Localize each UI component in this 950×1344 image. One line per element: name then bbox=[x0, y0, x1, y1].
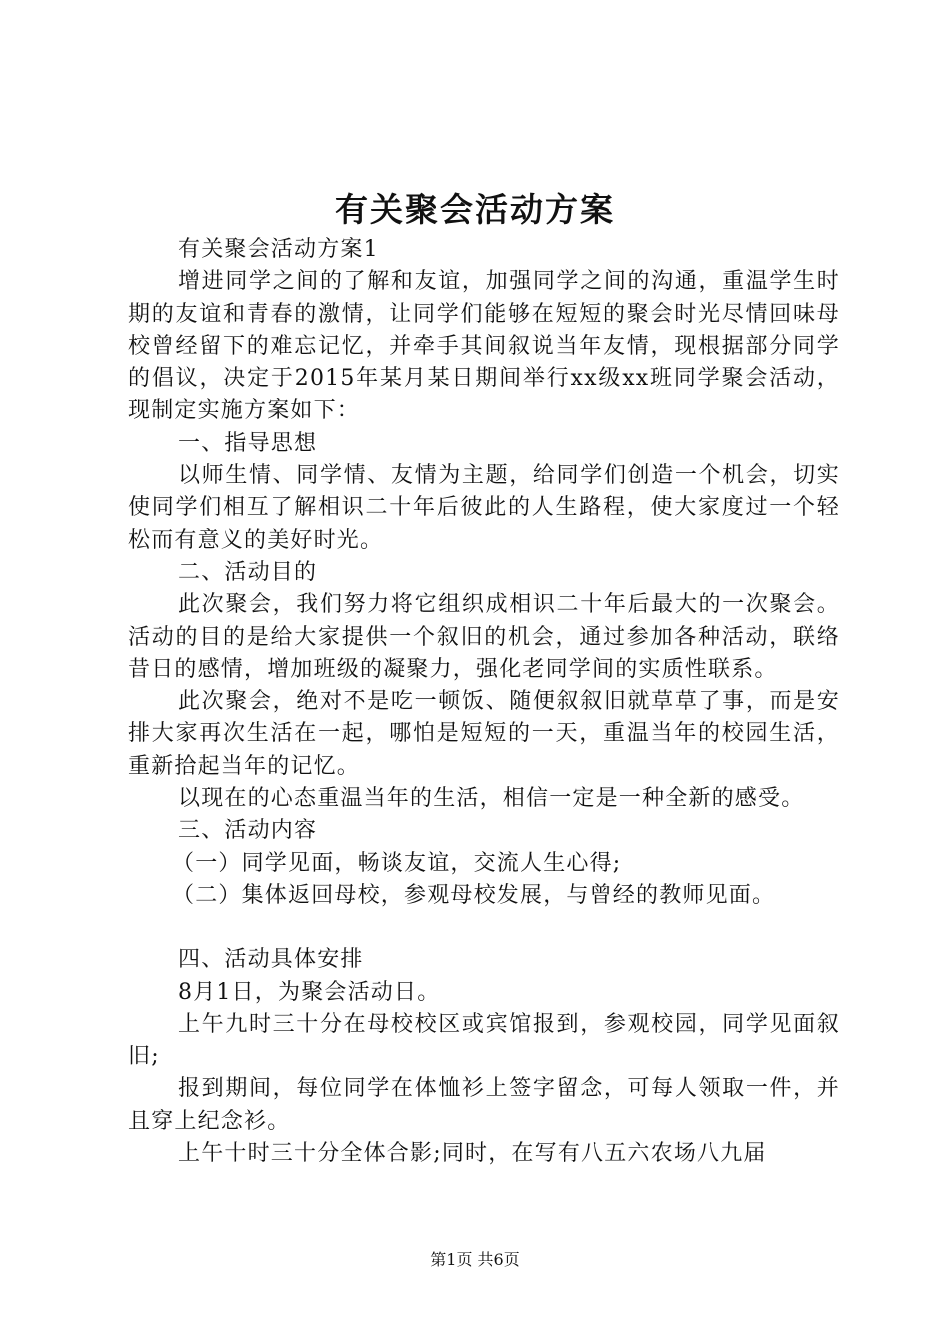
intro-paragraph: 增进同学之间的了解和友谊，加强同学之间的沟通，重温学生时期的友谊和青春的激情，让同学们能够在短短的聚会时光尽情回味母校曾经留下的难忘记忆，并牵手其间叙说当年友情，现根据部分同学的倡议，决定于2015年某月某日期间举行xx级xx班同学聚会活动，现制定实施方案如下： bbox=[128, 269, 840, 424]
section-2-paragraph-1: 此次聚会，我们努力将它组织成相识二十年后最大的一次聚会。活动的目的是给大家提供一个叙旧的机会，通过参加各种活动，联络昔日的感情，增加班级的凝聚力，强化老同学间的实质性联系。 bbox=[128, 592, 840, 682]
section-2-paragraph-3: 以现在的心态重温当年的生活，相信一定是一种全新的感受。 bbox=[178, 786, 805, 812]
section-3-item-1: （一）同学见面，畅谈友谊，交流人生心得; bbox=[172, 850, 622, 876]
document-title: 有关聚会活动方案 bbox=[335, 190, 615, 229]
section-4-date: 8月1日，为聚会活动日。 bbox=[178, 979, 441, 1005]
page-footer: 第1页 共6页 bbox=[430, 1250, 520, 1269]
subtitle-paragraph: 有关聚会活动方案1 bbox=[178, 237, 379, 262]
section-2-paragraph-2: 此次聚会，绝对不是吃一顿饭、随便叙叙旧就草草了事，而是安排大家再次生活在一起，哪怕是短短的一天，重温当年的校园生活，重新拾起当年的记忆。 bbox=[128, 689, 840, 779]
section-4-paragraph-2: 报到期间，每位同学在体恤衫上签字留念，可每人领取一件，并且穿上纪念衫。 bbox=[128, 1076, 840, 1134]
section-4-paragraph-3: 上午十时三十分全体合影;同时，在写有八五六农场八九届 bbox=[178, 1141, 767, 1167]
blank-line bbox=[128, 912, 840, 944]
section-heading-3: 三、活动内容 bbox=[178, 818, 318, 844]
document-body bbox=[128, 234, 840, 1170]
section-1-paragraph: 以师生情、同学情、友情为主题，给同学们创造一个机会，切实使同学们相互了解相识二十年后彼此的人生路程，使大家度过一个轻松而有意义的美好时光。 bbox=[128, 463, 840, 553]
section-heading-1: 一、指导思想 bbox=[178, 430, 318, 456]
section-3-item-2: （二）集体返回母校，参观母校发展，与曾经的教师见面。 bbox=[172, 882, 776, 908]
section-heading-4: 四、活动具体安排 bbox=[178, 947, 364, 973]
section-4-paragraph-1: 上午九时三十分在母校校区或宾馆报到，参观校园，同学见面叙旧; bbox=[128, 1011, 840, 1070]
section-heading-2: 二、活动目的 bbox=[178, 559, 318, 585]
